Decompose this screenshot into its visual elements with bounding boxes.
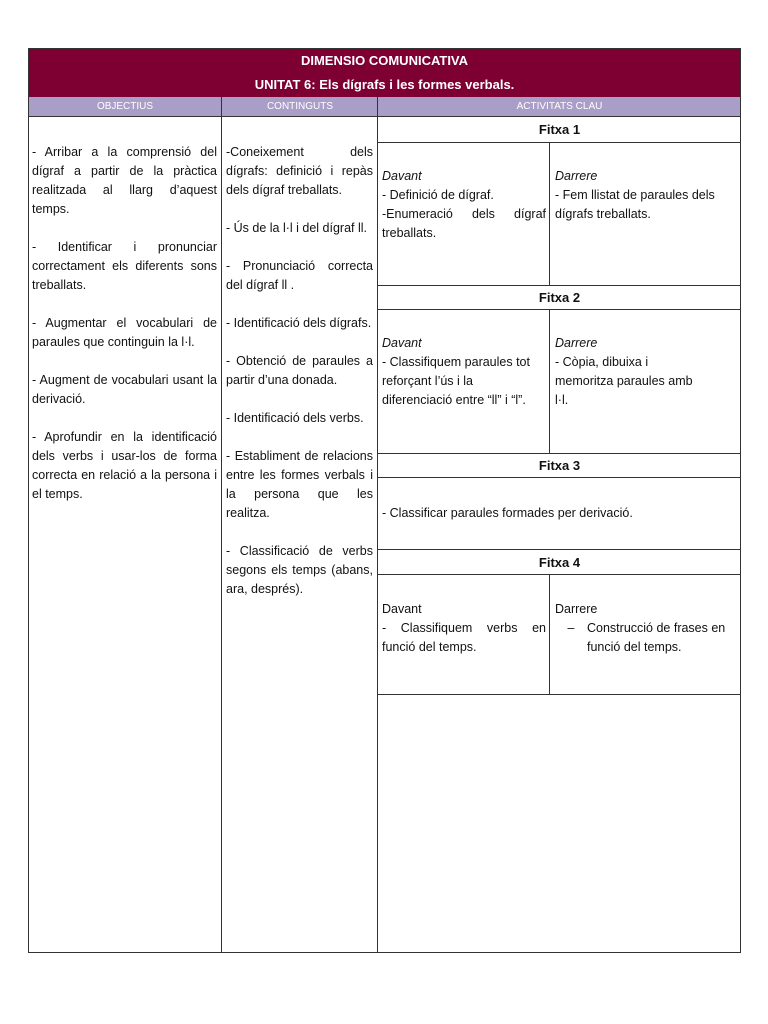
column-divider-1 <box>221 97 222 953</box>
fitxa1-darrere <box>555 167 737 224</box>
fitxa2-davant-label <box>382 334 534 353</box>
fitxa2-divider <box>549 309 550 453</box>
fitxa4-title-bottom <box>378 574 741 575</box>
fitxa2-darrere-label <box>555 334 705 353</box>
column-header-objectius-label: OBJECTIUS <box>96 101 154 112</box>
fitxa4-davant-item-1: - Classifiquem verbs en funció del temps. <box>382 621 546 654</box>
unit-title <box>28 72 741 97</box>
dash-bullet-icon: – <box>567 621 575 635</box>
fitxa4-bottom <box>378 694 741 695</box>
contingut-8: - Classificació de verbs segons els temps (abans, ara, després). <box>226 544 373 596</box>
fitxa1-davant-label-text: Davant <box>382 169 422 183</box>
column-header-continguts-label: CONTINGUTS <box>266 101 334 112</box>
dimension-title-text: DIMENSIO COMUNICATIVA <box>300 52 469 68</box>
fitxa4-divider <box>549 574 550 694</box>
fitxa3-text: - Classificar paraules formades per derivació. <box>382 506 633 520</box>
contingut-2: - Ús de la l·l i del dígraf ll. <box>226 221 368 235</box>
objectiu-2: - Identificar i pronunciar correctament els diferents sons treballats. <box>32 240 217 292</box>
objectius-cell <box>32 143 217 504</box>
fitxa1-davant <box>382 167 546 243</box>
contingut-6: - Identificació dels verbs. <box>226 411 364 425</box>
objectiu-5: - Aprofundir en la identificació dels verbs i usar-los de forma correcta en relació a la persona i el temps. <box>32 430 217 501</box>
column-divider-2 <box>377 97 378 953</box>
fitxa2-davant-item-1: - Classifiquem paraules tot reforçant l’ús i la diferenciació entre “ll” i “l”. <box>382 355 530 407</box>
unit-title-text: UNITAT 6: Els dígrafs i les formes verbals. <box>254 77 515 92</box>
fitxa3-title-text: Fitxa 3 <box>538 458 581 473</box>
fitxa1-title-bottom <box>378 142 741 143</box>
contingut-3: - Pronunciació correcta del dígraf ll . <box>226 259 373 292</box>
fitxa2-title-text: Fitxa 2 <box>538 290 581 305</box>
fitxa1-divider <box>549 142 550 285</box>
fitxa4-darrere-item-1: Construcció de frases en funció del temps. <box>587 621 726 654</box>
table-border-top <box>28 48 741 49</box>
fitxa4-title <box>378 550 741 574</box>
fitxa2-title <box>378 286 741 309</box>
fitxa1-davant-item-1: - Definició de dígraf. <box>382 188 494 202</box>
fitxa2-darrere-item-1: - Còpia, dibuixa i memoritza paraules amb l·l. <box>555 355 693 407</box>
column-header-activitats-label: ACTIVITATS CLAU <box>516 101 603 112</box>
fitxa2-davant <box>382 334 534 410</box>
column-header-activitats <box>378 97 741 116</box>
fitxa2-darrere <box>555 334 705 410</box>
contingut-1: -Coneixement dels dígrafs: definició i repàs dels dígraf treballats. <box>226 145 373 197</box>
contingut-7: - Establiment de relacions entre les formes verbals i la persona que les realitza. <box>226 449 373 520</box>
fitxa1-title <box>378 117 741 142</box>
fitxa1-davant-label <box>382 167 546 186</box>
dimension-title <box>28 48 741 72</box>
fitxa4-darrere-item <box>555 619 737 657</box>
fitxa2-davant-label-text: Davant <box>382 336 422 350</box>
continguts-cell <box>226 143 373 599</box>
fitxa4-davant-label: Davant <box>382 602 422 616</box>
fitxa2-title-bottom <box>378 309 741 310</box>
fitxa4-davant <box>382 600 546 657</box>
fitxa1-darrere-label <box>555 167 737 186</box>
fitxa1-darrere-label-text: Darrere <box>555 169 598 183</box>
contingut-5: - Obtenció de paraules a partir d’una donada. <box>226 354 373 387</box>
fitxa4-title-text: Fitxa 4 <box>538 554 581 570</box>
contingut-4: - Identificació dels dígrafs. <box>226 316 372 330</box>
fitxa3-title-bottom <box>378 477 741 478</box>
column-header-continguts <box>222 97 378 116</box>
table-border-left <box>28 48 29 953</box>
table-border-bottom <box>28 952 741 953</box>
fitxa4-darrere-label: Darrere <box>555 602 598 616</box>
column-header-objectius <box>28 97 222 116</box>
objectiu-3: - Augmentar el vocabulari de paraules que continguin la l·l. <box>32 316 217 349</box>
fitxa4-darrere <box>555 600 737 657</box>
fitxa1-title-text: Fitxa 1 <box>538 122 581 137</box>
objectiu-1: - Arribar a la comprensió del dígraf a partir de la pràctica realitzada al llarg d’aquest temps. <box>32 145 217 216</box>
fitxa2-darrere-label-text: Darrere <box>555 336 598 350</box>
fitxa1-davant-item-2: -Enumeració dels dígraf treballats. <box>382 207 546 240</box>
table-border-right <box>740 48 741 953</box>
fitxa3-title <box>378 454 741 477</box>
fitxa1-darrere-item-1: - Fem llistat de paraules dels dígrafs treballats. <box>555 188 715 221</box>
objectiu-4: - Augment de vocabulari usant la derivació. <box>32 373 217 406</box>
